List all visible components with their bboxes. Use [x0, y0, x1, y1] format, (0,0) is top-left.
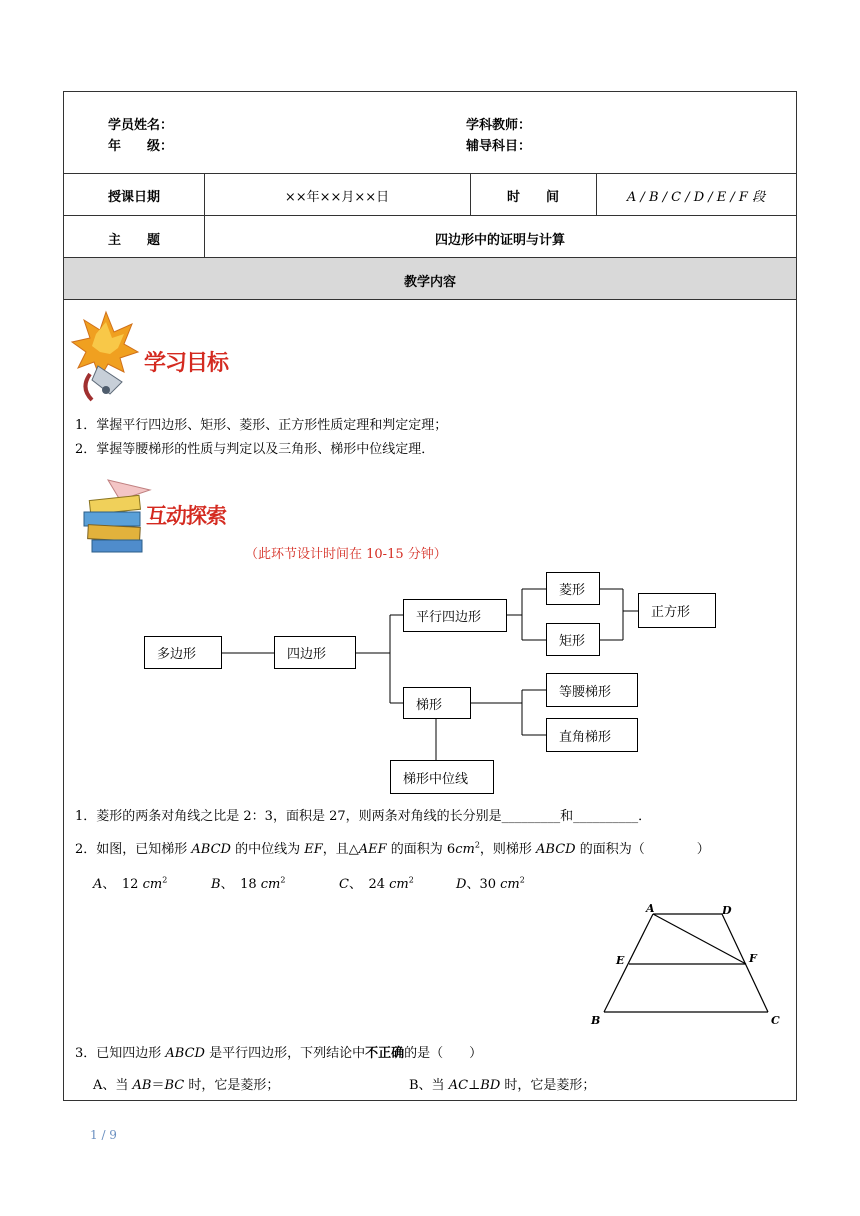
q2-option-b: B、 18 $cm^2$ [211, 875, 286, 892]
q2-option-a: A、 12 $cm^2$ [93, 875, 168, 892]
date-value: ××年××月××日 [284, 190, 390, 205]
label-b: B [591, 1014, 601, 1027]
goal-item-2: 2．掌握等腰梯形的性质与判定以及三角形、梯形中位线定理． [75, 442, 435, 457]
label-a: A [646, 902, 655, 915]
label-d: D [722, 904, 732, 917]
page-number: 1 / 9 [90, 1128, 117, 1142]
goal-item-1: 1．掌握平行四边形、矩形、菱形、正方形性质定理和判定定理； [75, 418, 448, 433]
q2-option-d: D、30 $cm^2$ [456, 875, 525, 892]
node-quadrilateral: 四边形 [274, 636, 356, 669]
content-header: 教学内容 [403, 275, 456, 290]
section-title-goals: 学习目标 [144, 351, 229, 376]
question-2: 2．如图，已知梯形 ABCD 的中位线为 EF，且△AEF 的面积为 $6cm^2$，则梯形 ABCD 的面积为（ ） [75, 840, 710, 857]
subject-label: 辅导科目： [466, 139, 532, 154]
node-polygon: 多边形 [144, 636, 222, 669]
node-rectangle: 矩形 [546, 623, 600, 656]
topic-label: 主 题 [108, 233, 161, 248]
topic-value: 四边形中的证明与计算 [434, 233, 565, 248]
q3-option-a: A、当 AB＝BC 时，它是菱形； [93, 1078, 280, 1093]
section-title-explore: 互动探索 [146, 504, 226, 528]
label-e: E [616, 954, 625, 967]
student-name-label: 学员姓名： [108, 118, 174, 133]
time-value: A / B / C / D / E / F 段 [626, 190, 766, 205]
time-note: （此环节设计时间在 10-15 分钟） [245, 547, 447, 562]
label-c: C [771, 1014, 780, 1027]
label-f: F [749, 952, 757, 965]
teacher-label: 学科教师： [466, 118, 532, 133]
node-isosceles-trapezoid: 等腰梯形 [546, 673, 638, 707]
node-midline: 梯形中位线 [390, 760, 494, 794]
date-label: 授课日期 [108, 190, 161, 205]
question-3: 3．已知四边形 ABCD 是平行四边形，下列结论中不正确的是（ ） [75, 1046, 483, 1061]
grade-label: 年 级： [108, 139, 174, 154]
trapezoid-figure [585, 898, 785, 1033]
time-label: 时 间 [506, 190, 559, 205]
node-square: 正方形 [638, 593, 716, 628]
q2-option-c: C、 24 $cm^2$ [339, 875, 414, 892]
node-parallelogram: 平行四边形 [403, 599, 507, 632]
node-right-trapezoid: 直角梯形 [546, 718, 638, 752]
node-trapezoid: 梯形 [403, 687, 471, 719]
question-1: 1．菱形的两条对角线之比是 2：3，面积是 27，则两条对角线的长分别是_________和__________． [75, 809, 652, 824]
q3-option-b: B、当 AC⊥BD 时，它是菱形； [409, 1078, 596, 1093]
node-rhombus: 菱形 [546, 572, 600, 605]
